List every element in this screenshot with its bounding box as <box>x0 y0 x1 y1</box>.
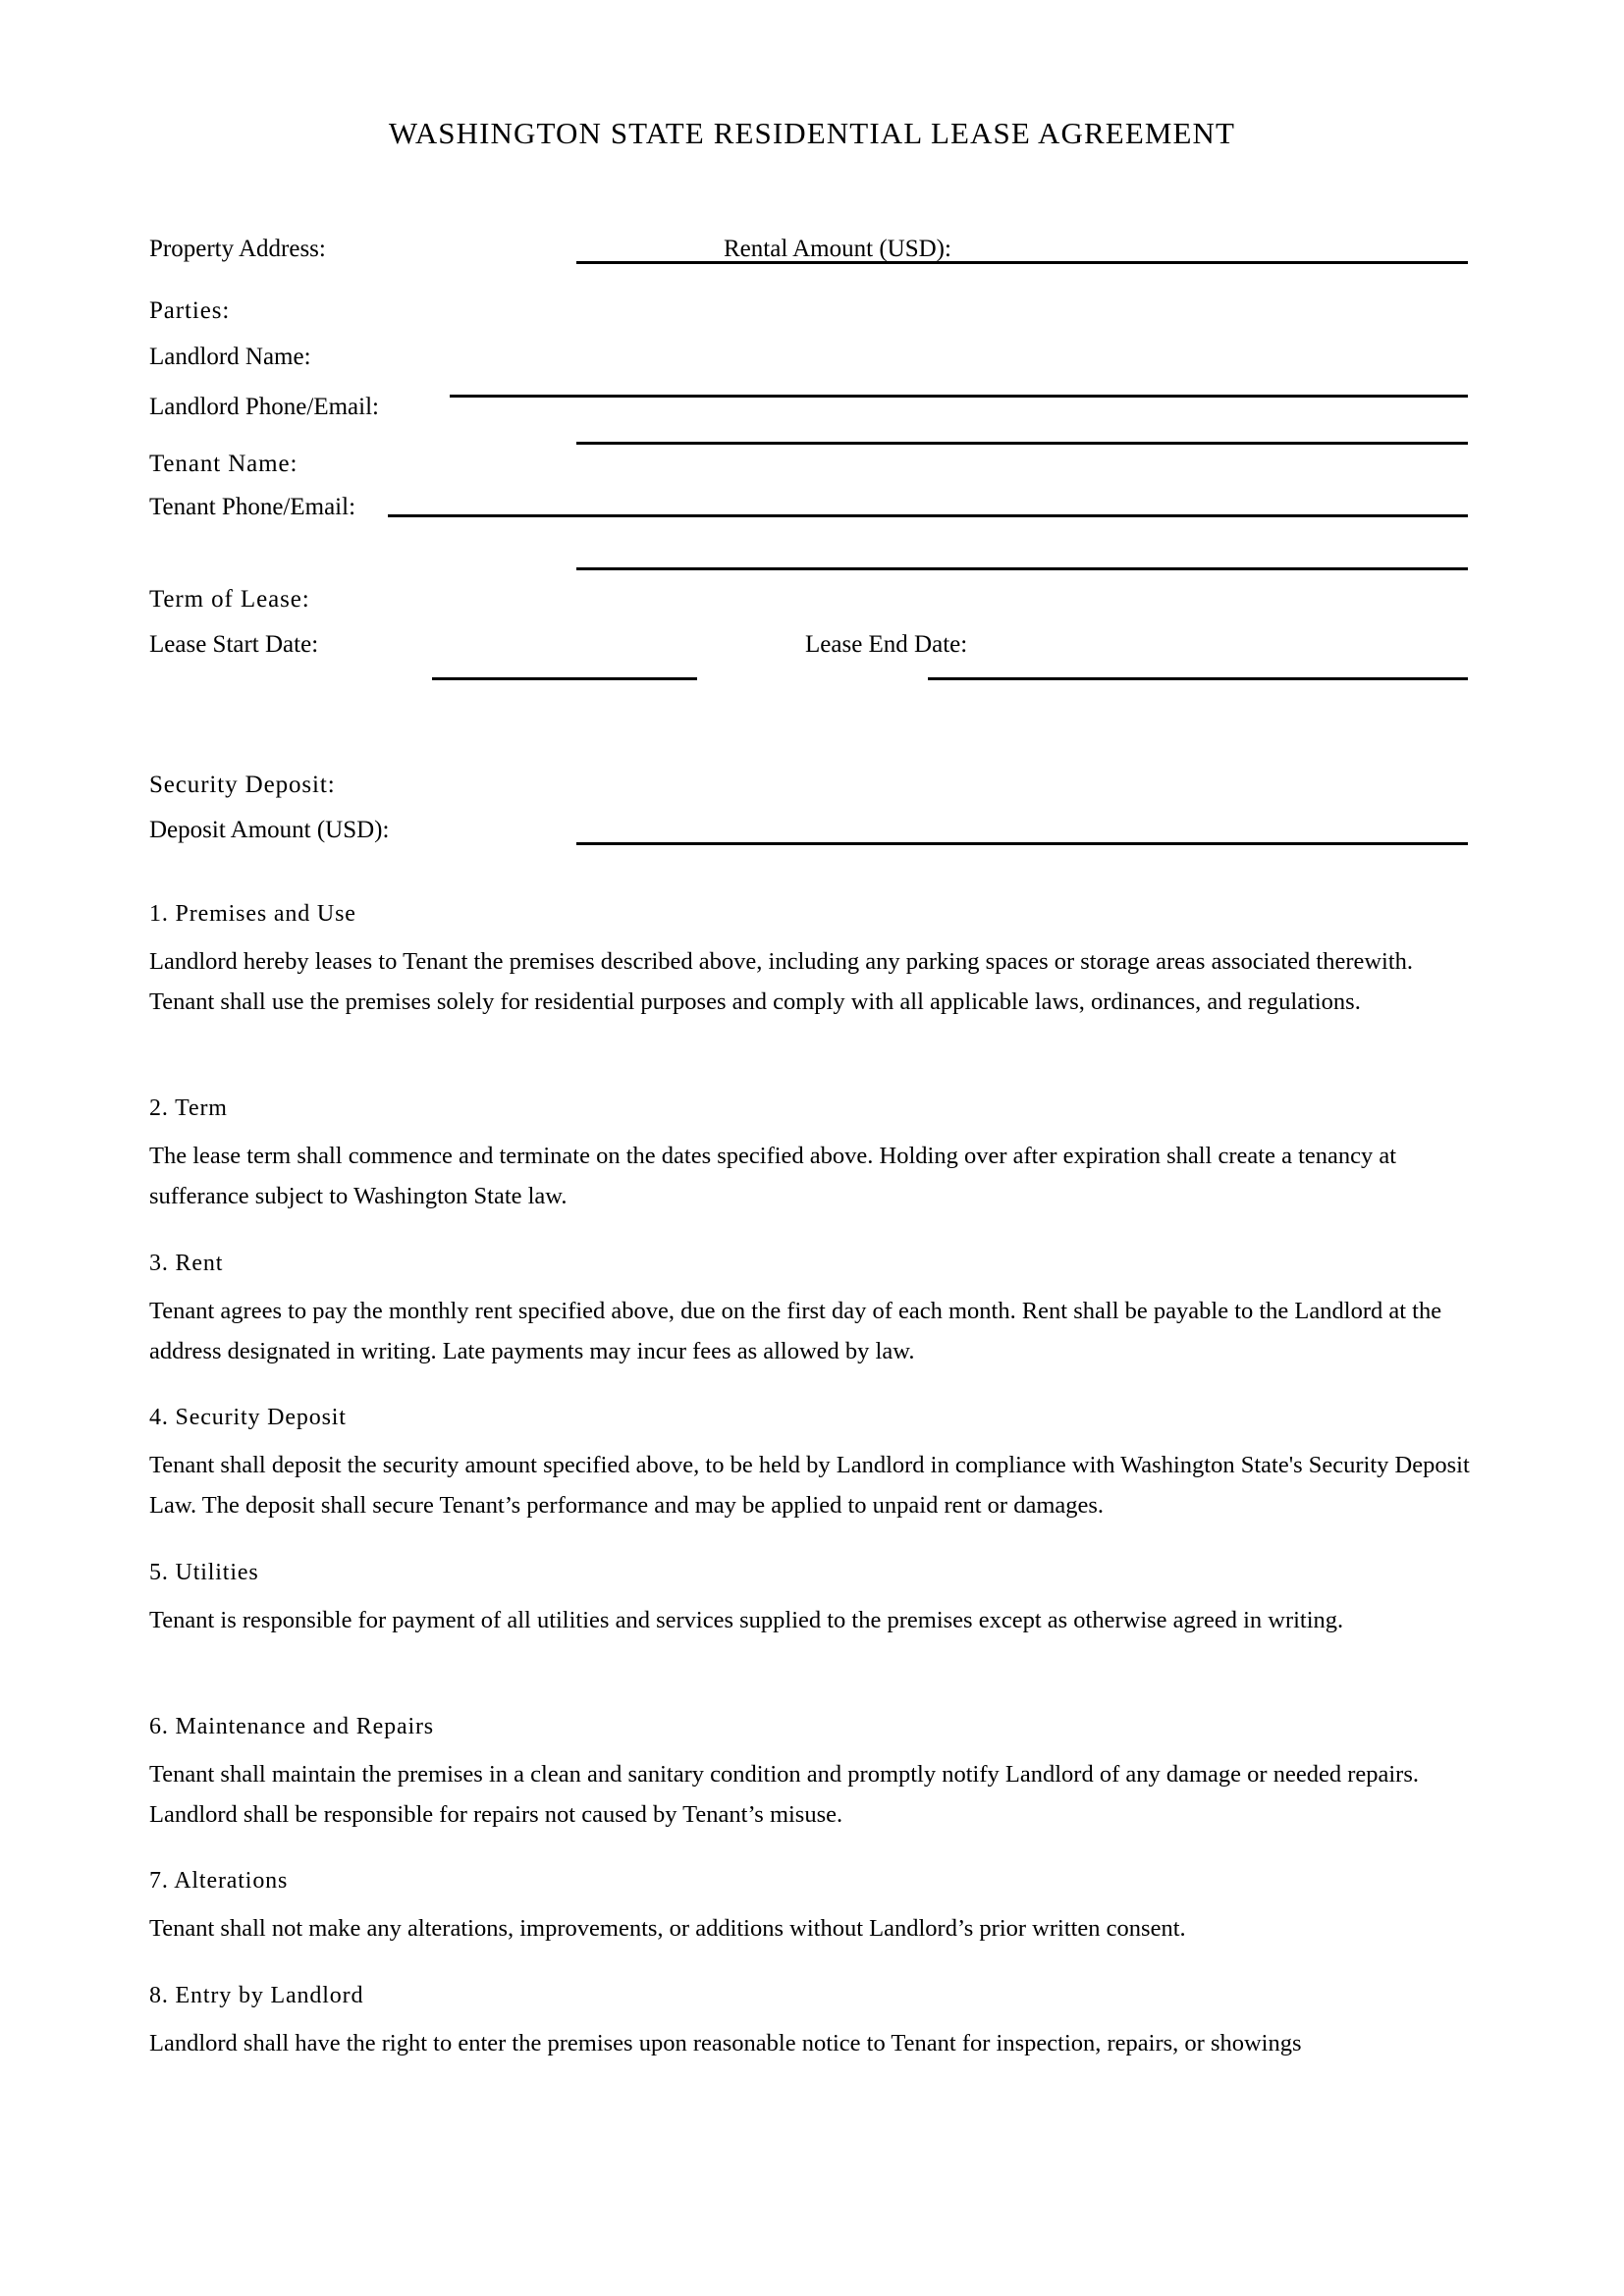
tenant-contact-label: Tenant Phone/Email: <box>149 494 356 520</box>
section-alterations <box>149 1868 1477 1949</box>
landlord-name-label: Landlord Name: <box>149 344 311 370</box>
section-body: Tenant shall not make any alterations, improvements, or additions without Landlord’s prior written consent. <box>149 1915 1186 1942</box>
lease-start-date-label: Lease Start Date: <box>149 631 319 658</box>
section-heading: 8. Entry by Landlord <box>149 1983 364 2008</box>
section-body: Tenant is responsible for payment of all utilities and services supplied to the premises except as otherwise agreed in writing. <box>149 1607 1344 1633</box>
section-body: The lease term shall commence and terminate on the dates specified above. Holding over after expiration shall create a tenancy at sufferance subject to Washington State law. <box>149 1143 1397 1209</box>
landlord-contact-label: Landlord Phone/Email: <box>149 394 379 420</box>
parties-heading-row <box>149 297 738 331</box>
property-address-label: Property Address: <box>149 236 326 262</box>
section-heading: 1. Premises and Use <box>149 901 356 927</box>
section-heading: 4. Security Deposit <box>149 1405 347 1430</box>
section-body: Tenant shall deposit the security amount specified above, to be held by Landlord in compliance with Washington State's Security Deposit Law. The deposit shall secure Tenant’s performance and may be applied to unpaid rent or damages. <box>149 1452 1470 1519</box>
deposit-amount-label: Deposit Amount (USD): <box>149 817 390 843</box>
section-body: Landlord hereby leases to Tenant the premises described above, including any parking spaces or storage areas associated therewith. Tenant shall use the premises solely for residential purposes and comply with all applicable laws, ordinances, and regulations. <box>149 948 1414 1015</box>
section-body: Tenant agrees to pay the monthly rent specified above, due on the first day of each month. Rent shall be payable to the Landlord at the address designated in writing. Late payments may incur fees as allowed by law. <box>149 1298 1442 1364</box>
tenant-contact-input[interactable] <box>576 567 1468 570</box>
section-premises-and-use <box>149 901 1477 1022</box>
security-deposit-heading: Security Deposit: <box>149 772 336 798</box>
section-term <box>149 1095 1477 1216</box>
section-heading: 6. Maintenance and Repairs <box>149 1714 435 1739</box>
section-heading: 5. Utilities <box>149 1560 259 1585</box>
tenant-name-row <box>149 451 1477 484</box>
section-body: Landlord shall have the right to enter the premises upon reasonable notice to Tenant for inspection, repairs, or showings <box>149 2030 1302 2056</box>
section-body: Tenant shall maintain the premises in a clean and sanitary condition and promptly notify Landlord of any damage or needed repairs. Landlord shall be responsible for repairs not caused by Tenant’s misuse. <box>149 1761 1419 1828</box>
section-entry-by-landlord <box>149 1983 1477 2063</box>
lease-dates-row <box>149 631 1477 665</box>
section-utilities <box>149 1560 1477 1640</box>
landlord-contact-row <box>149 394 1477 427</box>
page-title: WASHINGTON STATE RESIDENTIAL LEASE AGREEMENT <box>388 116 1236 150</box>
lease-end-date-label: Lease End Date: <box>805 631 968 658</box>
property-address-input[interactable] <box>576 261 1468 264</box>
rental-amount-label: Rental Amount (USD): <box>724 236 951 262</box>
section-security-deposit <box>149 1405 1477 1525</box>
section-maintenance-and-repairs <box>149 1714 1477 1835</box>
section-heading: 2. Term <box>149 1095 228 1121</box>
lease-start-date-input[interactable] <box>432 677 697 680</box>
landlord-name-row <box>149 344 1477 377</box>
security-deposit-heading-row <box>149 772 738 805</box>
term-of-lease-heading: Term of Lease: <box>149 586 310 613</box>
section-heading: 7. Alterations <box>149 1868 289 1894</box>
tenant-contact-row <box>149 494 1477 527</box>
landlord-contact-input[interactable] <box>576 442 1468 445</box>
deposit-amount-input[interactable] <box>576 842 1468 845</box>
term-heading-row <box>149 586 738 619</box>
section-rent <box>149 1251 1477 1371</box>
tenant-name-label: Tenant Name: <box>149 451 298 477</box>
lease-end-date-input[interactable] <box>928 677 1468 680</box>
section-heading: 3. Rent <box>149 1251 224 1276</box>
parties-heading: Parties: <box>149 297 231 324</box>
